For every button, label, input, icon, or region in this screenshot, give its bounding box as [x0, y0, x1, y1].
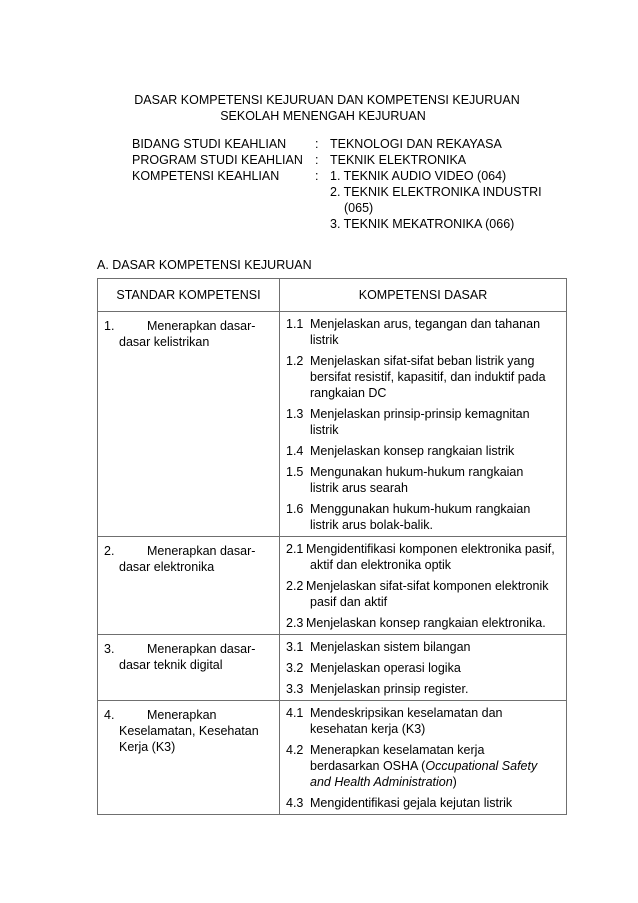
item-text: listrik [310, 423, 339, 437]
item-text: aktif dan elektronika optik [310, 558, 452, 572]
item-text: Menjelaskan prinsip register. [310, 682, 469, 696]
competency-table [97, 278, 567, 815]
document-title-line2: SEKOLAH MENENGAH KEJURUAN [220, 109, 426, 123]
list-item [286, 316, 560, 348]
item-code: 4.3 [286, 796, 304, 810]
item-text: Menjelaskan arus, tegangan dan tahanan [310, 317, 541, 331]
table-row [98, 537, 567, 635]
standard-text: Kerja (K3) [119, 740, 176, 754]
standard-text: dasar elektronika [119, 560, 215, 574]
column-header: STANDAR KOMPETENSI [98, 279, 280, 312]
basic-competency-cell [280, 312, 567, 537]
item-code: 3.3 [286, 682, 304, 696]
standard-cell [98, 635, 280, 701]
list-item [286, 639, 560, 655]
item-code: 4.1 [286, 706, 304, 720]
item-text-part: berdasarkan OSHA ( [310, 759, 426, 773]
item-code: 1.3 [286, 407, 304, 421]
meta-label: KOMPETENSI KEAHLIAN [132, 169, 280, 183]
item-code: 1.1 [286, 317, 304, 331]
basic-competency-cell [280, 635, 567, 701]
meta-value: (065) [344, 201, 374, 215]
list-item [286, 681, 560, 697]
meta-value: 3. TEKNIK MEKATRONIKA (066) [330, 217, 515, 231]
item-text: Menjelaskan operasi logika [310, 661, 461, 675]
item-text [286, 758, 560, 774]
item-text: listrik [310, 333, 339, 347]
basic-competency-cell [280, 537, 567, 635]
standard-text: Keselamatan, Kesehatan [119, 724, 259, 738]
document-title-line1: DASAR KOMPETENSI KEJURUAN DAN KOMPETENSI KEJURUAN [134, 93, 520, 107]
item-code: 1.2 [286, 354, 304, 368]
meta-value: 1. TEKNIK AUDIO VIDEO (064) [330, 169, 507, 183]
list-item [286, 578, 560, 610]
standard-text: dasar teknik digital [119, 658, 223, 672]
item-text: Menjelaskan sifat-sifat beban listrik yang [310, 354, 535, 368]
item-text: Mendeskripsikan keselamatan dan [310, 706, 503, 720]
item-text: Menerapkan keselamatan kerja [310, 743, 485, 757]
section-title: A. DASAR KOMPETENSI KEJURUAN [97, 258, 312, 272]
item-text: bersifat resistif, kapasitif, dan induktif pada [310, 370, 546, 384]
standard-cell [98, 701, 280, 815]
standard-number: 4. [104, 708, 115, 722]
list-item [286, 660, 560, 676]
item-text: listrik arus searah [310, 481, 408, 495]
meta-colon: : [315, 153, 319, 167]
table-row [98, 701, 567, 815]
item-text: listrik arus bolak-balik. [310, 518, 433, 532]
item-code: 1.5 [286, 465, 304, 479]
standard-number: 1. [104, 319, 115, 333]
list-item [286, 353, 560, 401]
item-text-italic: and Health Administration [310, 775, 453, 789]
standard-number: 2. [104, 544, 115, 558]
item-text: rangkaian DC [310, 386, 387, 400]
list-item [286, 406, 560, 438]
item-code: 3.1 [286, 640, 304, 654]
item-text: kesehatan kerja (K3) [310, 722, 426, 736]
meta-value: TEKNIK ELEKTRONIKA [330, 153, 467, 167]
basic-competency-cell [280, 701, 567, 815]
list-item [286, 501, 560, 533]
item-text: Mengidentifikasi komponen elektronika pasif, [306, 542, 555, 556]
item-text: Menjelaskan konsep rangkaian elektronika. [306, 616, 546, 630]
item-code: 1.6 [286, 502, 304, 516]
item-code: 4.2 [286, 743, 304, 757]
item-code: 2.2 [286, 579, 304, 593]
table-row [98, 635, 567, 701]
item-code: 3.2 [286, 661, 304, 675]
standard-text: Menerapkan [147, 708, 217, 722]
meta-label: PROGRAM STUDI KEAHLIAN [132, 153, 303, 167]
list-item [286, 795, 560, 811]
item-code: 2.3 [286, 616, 304, 630]
list-item [286, 705, 560, 737]
standard-cell [98, 537, 280, 635]
item-text-italic: Occupational Safety [425, 759, 538, 773]
item-text [286, 774, 560, 790]
list-item [286, 615, 560, 631]
meta-colon: : [315, 137, 319, 151]
list-item [286, 742, 560, 790]
standard-text: Menerapkan dasar- [147, 319, 256, 333]
list-item [286, 541, 560, 573]
meta-colon: : [315, 169, 319, 183]
item-text: Menggunakan hukum-hukum rangkaian [310, 502, 531, 516]
meta-label: BIDANG STUDI KEAHLIAN [132, 137, 287, 151]
item-text: Mengunakan hukum-hukum rangkaian [310, 465, 524, 479]
item-text: Menjelaskan prinsip-prinsip kemagnitan [310, 407, 530, 421]
item-text: Menjelaskan konsep rangkaian listrik [310, 444, 515, 458]
item-text-part: ) [452, 775, 457, 789]
standard-text: Menerapkan dasar- [147, 544, 256, 558]
meta-value: TEKNOLOGI DAN REKAYASA [330, 137, 502, 151]
standard-number: 3. [104, 642, 115, 656]
table-row [98, 312, 567, 537]
list-item [286, 464, 560, 496]
item-text: Mengidentifikasi gejala kejutan listrik [310, 796, 513, 810]
table-header-row [98, 279, 567, 312]
list-item [286, 443, 560, 459]
standard-cell [98, 312, 280, 537]
meta-value: 2. TEKNIK ELEKTRONIKA INDUSTRI [330, 185, 542, 199]
item-text: Menjelaskan sifat-sifat komponen elektronik [306, 579, 549, 593]
item-text: Menjelaskan sistem bilangan [310, 640, 471, 654]
standard-text: dasar kelistrikan [119, 335, 210, 349]
item-code: 1.4 [286, 444, 304, 458]
item-code: 2.1 [286, 542, 304, 556]
column-header: KOMPETENSI DASAR [280, 279, 567, 312]
item-text: pasif dan aktif [310, 595, 388, 609]
standard-text: Menerapkan dasar- [147, 642, 256, 656]
